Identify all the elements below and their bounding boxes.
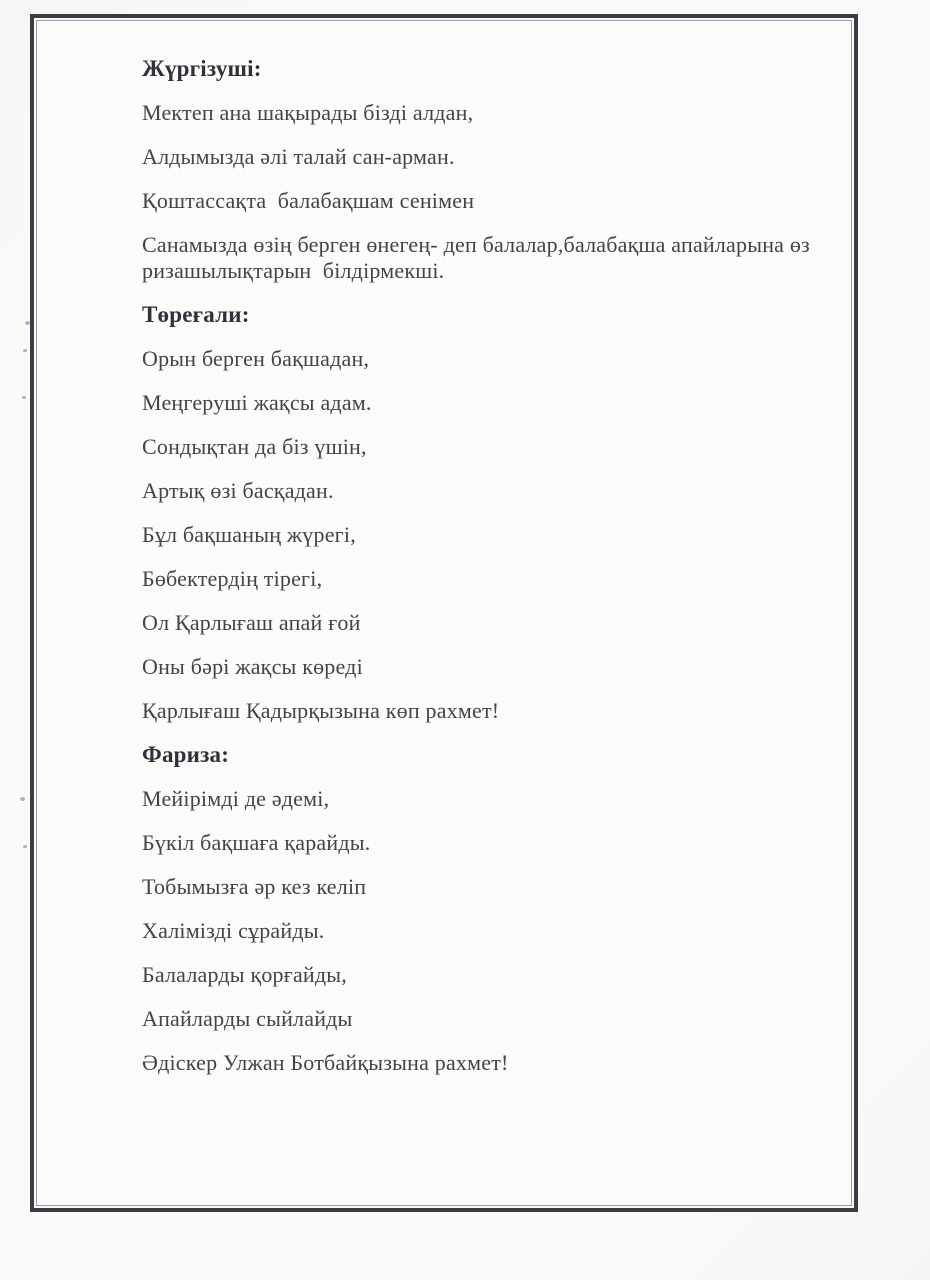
speaker-heading: Төреғали:	[142, 302, 250, 327]
script-line: Тобымызға әр кез келіп	[142, 874, 367, 899]
script-line: Орын берген бақшадан,	[142, 346, 370, 371]
script-line: Артық өзі басқадан.	[142, 478, 334, 503]
script-line: Бөбектердің тірегі,	[142, 566, 323, 591]
script-line: Оны бәрі жақсы көреді	[142, 654, 363, 679]
scan-speck	[22, 396, 26, 399]
scan-speck	[23, 845, 27, 848]
scan-speck	[20, 797, 25, 801]
script-line: Халімізді сұрайды.	[142, 918, 325, 943]
script-line: Бұл бақшаның жүрегі,	[142, 522, 356, 547]
speaker-heading: Жүргізуші:	[142, 56, 262, 81]
script-line: Әдіскер Улжан Ботбайқызына рахмет!	[142, 1050, 509, 1075]
scan-speck	[25, 321, 30, 325]
scan-speck	[23, 349, 27, 352]
script-line: Меңгеруші жақсы адам.	[142, 390, 372, 415]
document-body	[142, 56, 842, 1094]
script-line: Қоштассақта балабақшам сенімен	[142, 188, 475, 213]
script-line: Апайларды сыйлайды	[142, 1006, 353, 1031]
script-line: Алдымызда әлі талай сан-арман.	[142, 144, 455, 169]
script-line: Сондықтан да біз үшін,	[142, 434, 367, 459]
script-line: Балаларды қорғайды,	[142, 962, 347, 987]
script-line: Санамызда өзің берген өнегең- деп балалар,балабақша апайларына өз ризашылықтарын білдірмекші.	[142, 232, 816, 283]
speaker-heading: Фариза:	[142, 742, 230, 767]
script-line: Бүкіл бақшаға қарайды.	[142, 830, 371, 855]
script-line: Мейірімді де әдемі,	[142, 786, 330, 811]
script-line: Мектеп ана шақырады бізді алдан,	[142, 100, 474, 125]
script-line: Қарлығаш Қадырқызына көп рахмет!	[142, 698, 500, 723]
script-line: Ол Қарлығаш апай ғой	[142, 610, 361, 635]
